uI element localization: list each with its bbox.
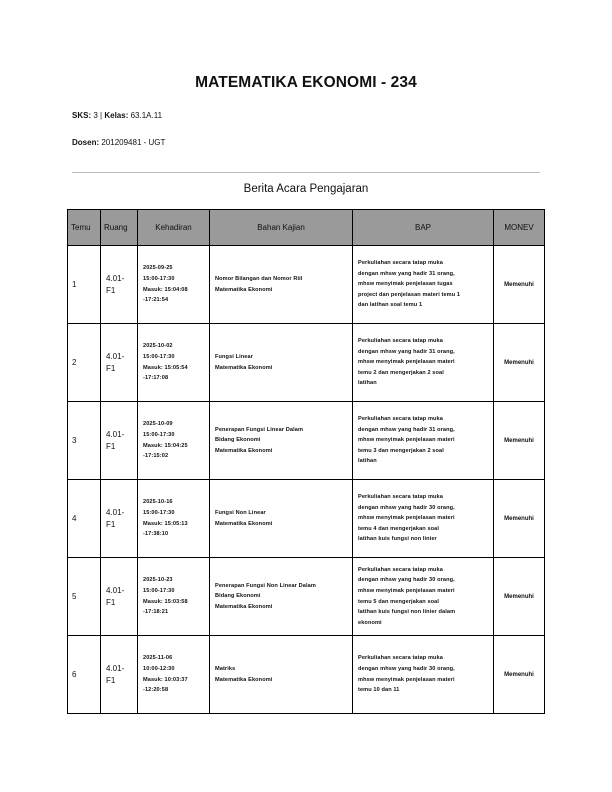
kehadiran-line: Masuk: 10:03:37 [143, 676, 188, 683]
kehadiran-line: -12:20:58 [143, 687, 169, 694]
kehadiran-line: 2025-11-06 [143, 655, 173, 662]
monev-cell: Memenuhi [494, 558, 545, 636]
ruang-line: 4.01- [106, 663, 125, 673]
temu-cell: 1 [68, 246, 101, 324]
dosen-value: 201209481 - UGT [101, 138, 166, 147]
ruang-cell [101, 636, 138, 714]
bap-line: temu 5 dan mengerjakan soal [358, 598, 440, 605]
bap-cell [353, 636, 494, 714]
col-header-temu: Temu [68, 210, 101, 246]
kehadiran-line: 2025-09-25 [143, 265, 173, 272]
sks-value: 3 [93, 111, 98, 120]
bap-line: ekonomi [358, 619, 382, 626]
bahan-kajian-line: Matematika Ekonomi [215, 603, 273, 610]
bap-line: latihan [358, 458, 377, 465]
kelas-label: Kelas: [104, 111, 129, 120]
ruang-line: F1 [106, 285, 116, 295]
ruang-line: 4.01- [106, 351, 125, 361]
bap-line: mhsw menyimak penjelasan materi [358, 676, 455, 683]
bap-line: latihan [358, 380, 377, 387]
bahan-kajian-line: Matematika Ekonomi [215, 364, 273, 371]
bap-line: mhsw menyimak penjelasan materi [358, 437, 455, 444]
monev-cell: Memenuhi [494, 246, 545, 324]
kehadiran-cell [138, 246, 210, 324]
bap-line: dengan mhsw yang hadir 30 orang, [358, 665, 455, 672]
kehadiran-line: 2025-10-16 [143, 499, 173, 506]
kehadiran-cell [138, 324, 210, 402]
bap-line: mhsw menyimak penjelasan materi [358, 587, 455, 594]
bap-line: dan latihan soal temu 1 [358, 302, 423, 309]
bap-line: Perkuliahan secara tatap muka [358, 260, 443, 267]
bap-line: temu 2 dan mengerjakan 2 soal [358, 369, 444, 376]
bahan-kajian-line: Penerapan Fungsi Linear Dalam [215, 426, 304, 433]
bap-line: mhsw menyimak penjelasan tugas [358, 281, 453, 288]
ruang-cell [101, 480, 138, 558]
kehadiran-line: 10:00-12:30 [143, 665, 175, 672]
bap-line: mhsw menyimak penjelasan materi [358, 359, 455, 366]
bahan-kajian-line: Matematika Ekonomi [215, 520, 273, 527]
kehadiran-line: Masuk: 15:05:13 [143, 520, 188, 527]
kehadiran-line: 2025-10-09 [143, 421, 173, 428]
ruang-line: 4.01- [106, 273, 125, 283]
bap-line: latihan kuis fungsi non linier [358, 536, 437, 543]
bap-line: Perkuliahan secara tatap muka [358, 566, 443, 573]
bahan-kajian-line: Nomor Bilangan dan Nomor Riil [215, 275, 303, 282]
kehadiran-line: -17:21:54 [143, 297, 169, 304]
temu-cell: 5 [68, 558, 101, 636]
bahan-kajian-cell [210, 636, 353, 714]
temu-cell: 4 [68, 480, 101, 558]
temu-cell: 6 [68, 636, 101, 714]
ruang-line: F1 [106, 675, 116, 685]
table-row [68, 558, 545, 636]
bap-line: dengan mhsw yang hadir 31 orang, [358, 270, 455, 277]
kehadiran-line: 15:00-17:30 [143, 587, 175, 594]
bap-line: temu 10 dan 11 [358, 687, 400, 694]
meta-separator: | [100, 111, 103, 120]
bahan-kajian-cell [210, 558, 353, 636]
table-row [68, 480, 545, 558]
bahan-kajian-line: Matematika Ekonomi [215, 447, 273, 454]
bahan-kajian-line: Matriks [215, 665, 236, 672]
bap-line: dengan mhsw yang hadir 31 orang, [358, 348, 455, 355]
bap-line: latihan kuis fungsi non linier dalam [358, 609, 456, 616]
bap-line: Perkuliahan secara tatap muka [358, 338, 443, 345]
col-header-ruang: Ruang [101, 210, 138, 246]
monev-cell: Memenuhi [494, 480, 545, 558]
table-row [68, 324, 545, 402]
table-row [68, 636, 545, 714]
teaching-record-table [67, 209, 545, 714]
kehadiran-line: -17:18:21 [143, 609, 169, 616]
monev-cell: Memenuhi [494, 636, 545, 714]
dosen-label: Dosen: [72, 138, 100, 147]
ruang-cell [101, 246, 138, 324]
bahan-kajian-cell [210, 402, 353, 480]
bap-line: temu 3 dan mengerjakan 2 soal [358, 447, 444, 454]
col-header-bap: BAP [353, 210, 494, 246]
ruang-cell [101, 402, 138, 480]
ruang-cell [101, 558, 138, 636]
bahan-kajian-line: Fungsi Non Linear [215, 509, 266, 516]
kehadiran-cell [138, 402, 210, 480]
ruang-cell [101, 324, 138, 402]
kehadiran-cell [138, 636, 210, 714]
table-row [68, 246, 545, 324]
temu-cell: 2 [68, 324, 101, 402]
ruang-line: F1 [106, 597, 116, 607]
kelas-value: 63.1A.11 [130, 111, 163, 120]
kehadiran-line: 15:00-17:30 [143, 353, 175, 360]
bap-line: project dan penjelasan materi temu 1 [358, 291, 461, 298]
kehadiran-cell [138, 480, 210, 558]
col-header-kehadiran: Kehadiran [138, 210, 210, 246]
bahan-kajian-line: Matematika Ekonomi [215, 676, 273, 683]
kehadiran-line: Masuk: 15:04:25 [143, 442, 188, 449]
bap-cell [353, 246, 494, 324]
bap-line: temu 4 dan mengerjakan soal [358, 525, 440, 532]
kehadiran-line: 15:00-17:30 [143, 275, 175, 282]
bap-line: Perkuliahan secara tatap muka [358, 655, 443, 662]
kehadiran-line: -17:17:08 [143, 375, 169, 382]
sks-label: SKS: [72, 111, 92, 120]
kehadiran-line: 15:00-17:30 [143, 431, 175, 438]
bahan-kajian-cell [210, 246, 353, 324]
bap-cell [353, 324, 494, 402]
bahan-kajian-line: Fungsi Linear [215, 353, 253, 360]
kehadiran-cell [138, 558, 210, 636]
bap-cell [353, 558, 494, 636]
bap-cell [353, 480, 494, 558]
ruang-line: 4.01- [106, 507, 125, 517]
table-header-row [68, 210, 545, 246]
bahan-kajian-line: Matematika Ekonomi [215, 286, 273, 293]
kehadiran-line: Masuk: 15:04:08 [143, 286, 188, 293]
bahan-kajian-cell [210, 324, 353, 402]
divider [72, 172, 540, 173]
monev-cell: Memenuhi [494, 402, 545, 480]
kehadiran-line: 2025-10-23 [143, 577, 173, 584]
ruang-line: F1 [106, 519, 116, 529]
bap-line: mhsw menyimak penjelasan materi [358, 515, 455, 522]
bap-line: dengan mhsw yang hadir 30 orang, [358, 577, 455, 584]
bap-line: dengan mhsw yang hadir 31 orang, [358, 426, 455, 433]
col-header-monev: MONEV [494, 210, 545, 246]
bahan-kajian-cell [210, 480, 353, 558]
kehadiran-line: -17:15:02 [143, 453, 169, 460]
kehadiran-line: Masuk: 15:03:58 [143, 598, 188, 605]
ruang-line: 4.01- [106, 429, 125, 439]
temu-cell: 3 [68, 402, 101, 480]
kehadiran-line: Masuk: 15:05:54 [143, 364, 188, 371]
ruang-line: 4.01- [106, 585, 125, 595]
col-header-bahan-kajian: Bahan Kajian [210, 210, 353, 246]
bap-line: Perkuliahan secara tatap muka [358, 494, 443, 501]
bap-line: dengan mhsw yang hadir 30 orang, [358, 504, 455, 511]
bahan-kajian-line: Bidang Ekonomi [215, 437, 261, 444]
kehadiran-line: -17:38:10 [143, 531, 169, 538]
kehadiran-line: 15:00-17:30 [143, 509, 175, 516]
monev-cell: Memenuhi [494, 324, 545, 402]
table-row [68, 402, 545, 480]
section-title: Berita Acara Pengajaran [243, 183, 369, 195]
kehadiran-line: 2025-10-02 [143, 343, 173, 350]
bap-line: Perkuliahan secara tatap muka [358, 416, 443, 423]
bahan-kajian-line: Penerapan Fungsi Non Linear Dalam [215, 582, 316, 589]
bahan-kajian-line: Bidang Ekonomi [215, 593, 261, 600]
ruang-line: F1 [106, 441, 116, 451]
course-meta-line [72, 111, 162, 120]
lecturer-line [72, 138, 165, 147]
ruang-line: F1 [106, 363, 116, 373]
page-title: MATEMATIKA EKONOMI - 234 [195, 74, 417, 91]
bap-cell [353, 402, 494, 480]
